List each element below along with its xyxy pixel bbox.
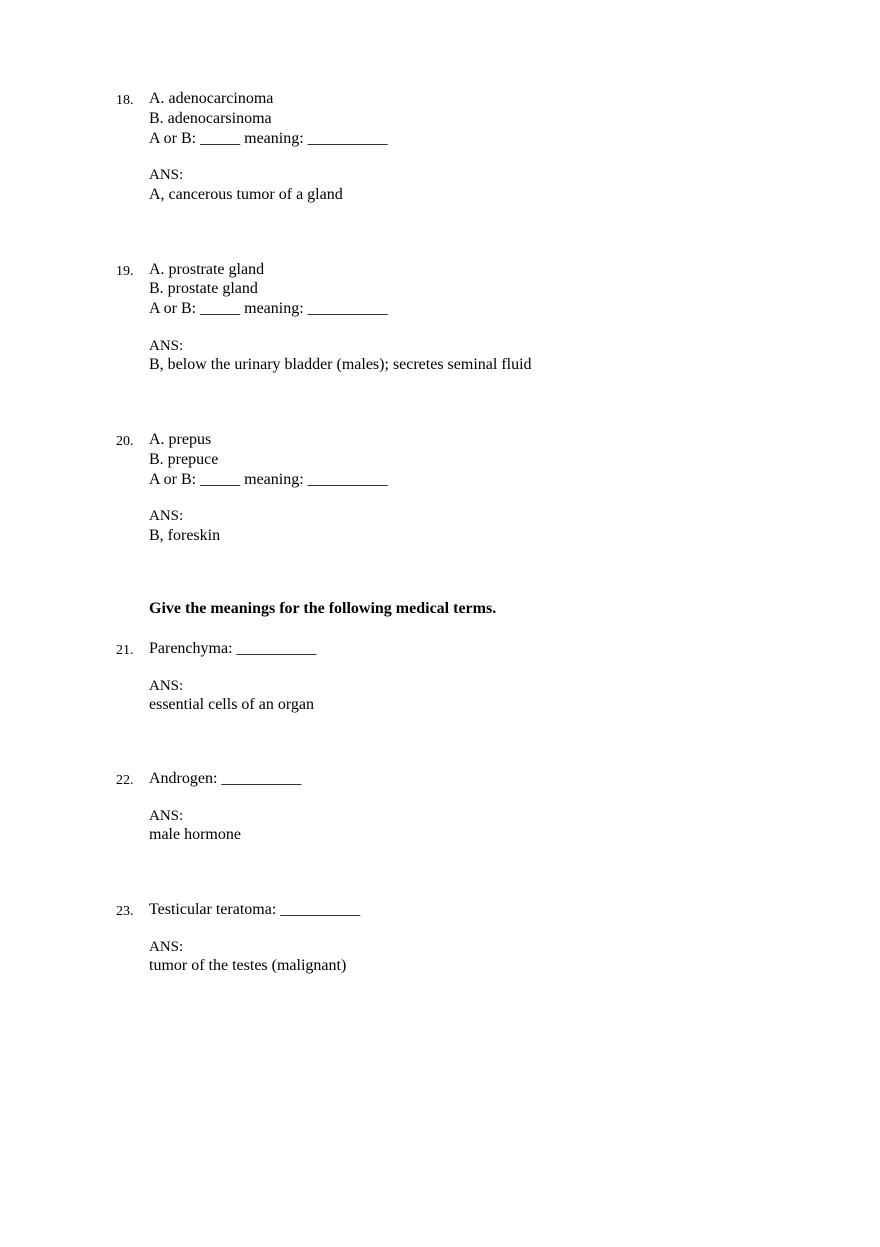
option-b: B. prostate gland (149, 280, 258, 297)
option-b: B. prepuce (149, 451, 219, 468)
question-number: 18. (116, 93, 134, 108)
option-a: A. prostrate gland (149, 261, 265, 278)
answer-text: tumor of the testes (malignant) (149, 957, 347, 974)
question-number: 20. (116, 434, 134, 449)
answer-prompt: A or B: _____ meaning: __________ (149, 300, 388, 317)
term-prompt: Testicular teratoma: __________ (149, 901, 361, 918)
section-heading: Give the meanings for the following medical terms. (149, 600, 497, 617)
option-a: A. prepus (149, 431, 212, 448)
ans-label: ANS: (149, 338, 184, 354)
question-number: 22. (116, 773, 134, 788)
option-b: B. adenocarsinoma (149, 110, 272, 127)
option-a: A. adenocarcinoma (149, 90, 274, 107)
ans-label: ANS: (149, 808, 184, 824)
term-prompt: Androgen: __________ (149, 770, 302, 787)
answer-text: male hormone (149, 826, 241, 843)
term-prompt: Parenchyma: __________ (149, 640, 317, 657)
answer-text: B, foreskin (149, 527, 221, 544)
answer-prompt: A or B: _____ meaning: __________ (149, 471, 388, 488)
answer-text: A, cancerous tumor of a gland (149, 186, 343, 203)
question-number: 19. (116, 264, 134, 279)
ans-label: ANS: (149, 678, 184, 694)
ans-label: ANS: (149, 167, 184, 183)
answer-prompt: A or B: _____ meaning: __________ (149, 130, 388, 147)
question-number: 21. (116, 643, 134, 658)
ans-label: ANS: (149, 939, 184, 955)
answer-text: essential cells of an organ (149, 696, 314, 713)
question-number: 23. (116, 904, 134, 919)
ans-label: ANS: (149, 508, 184, 524)
answer-text: B, below the urinary bladder (males); secretes seminal fluid (149, 356, 532, 373)
